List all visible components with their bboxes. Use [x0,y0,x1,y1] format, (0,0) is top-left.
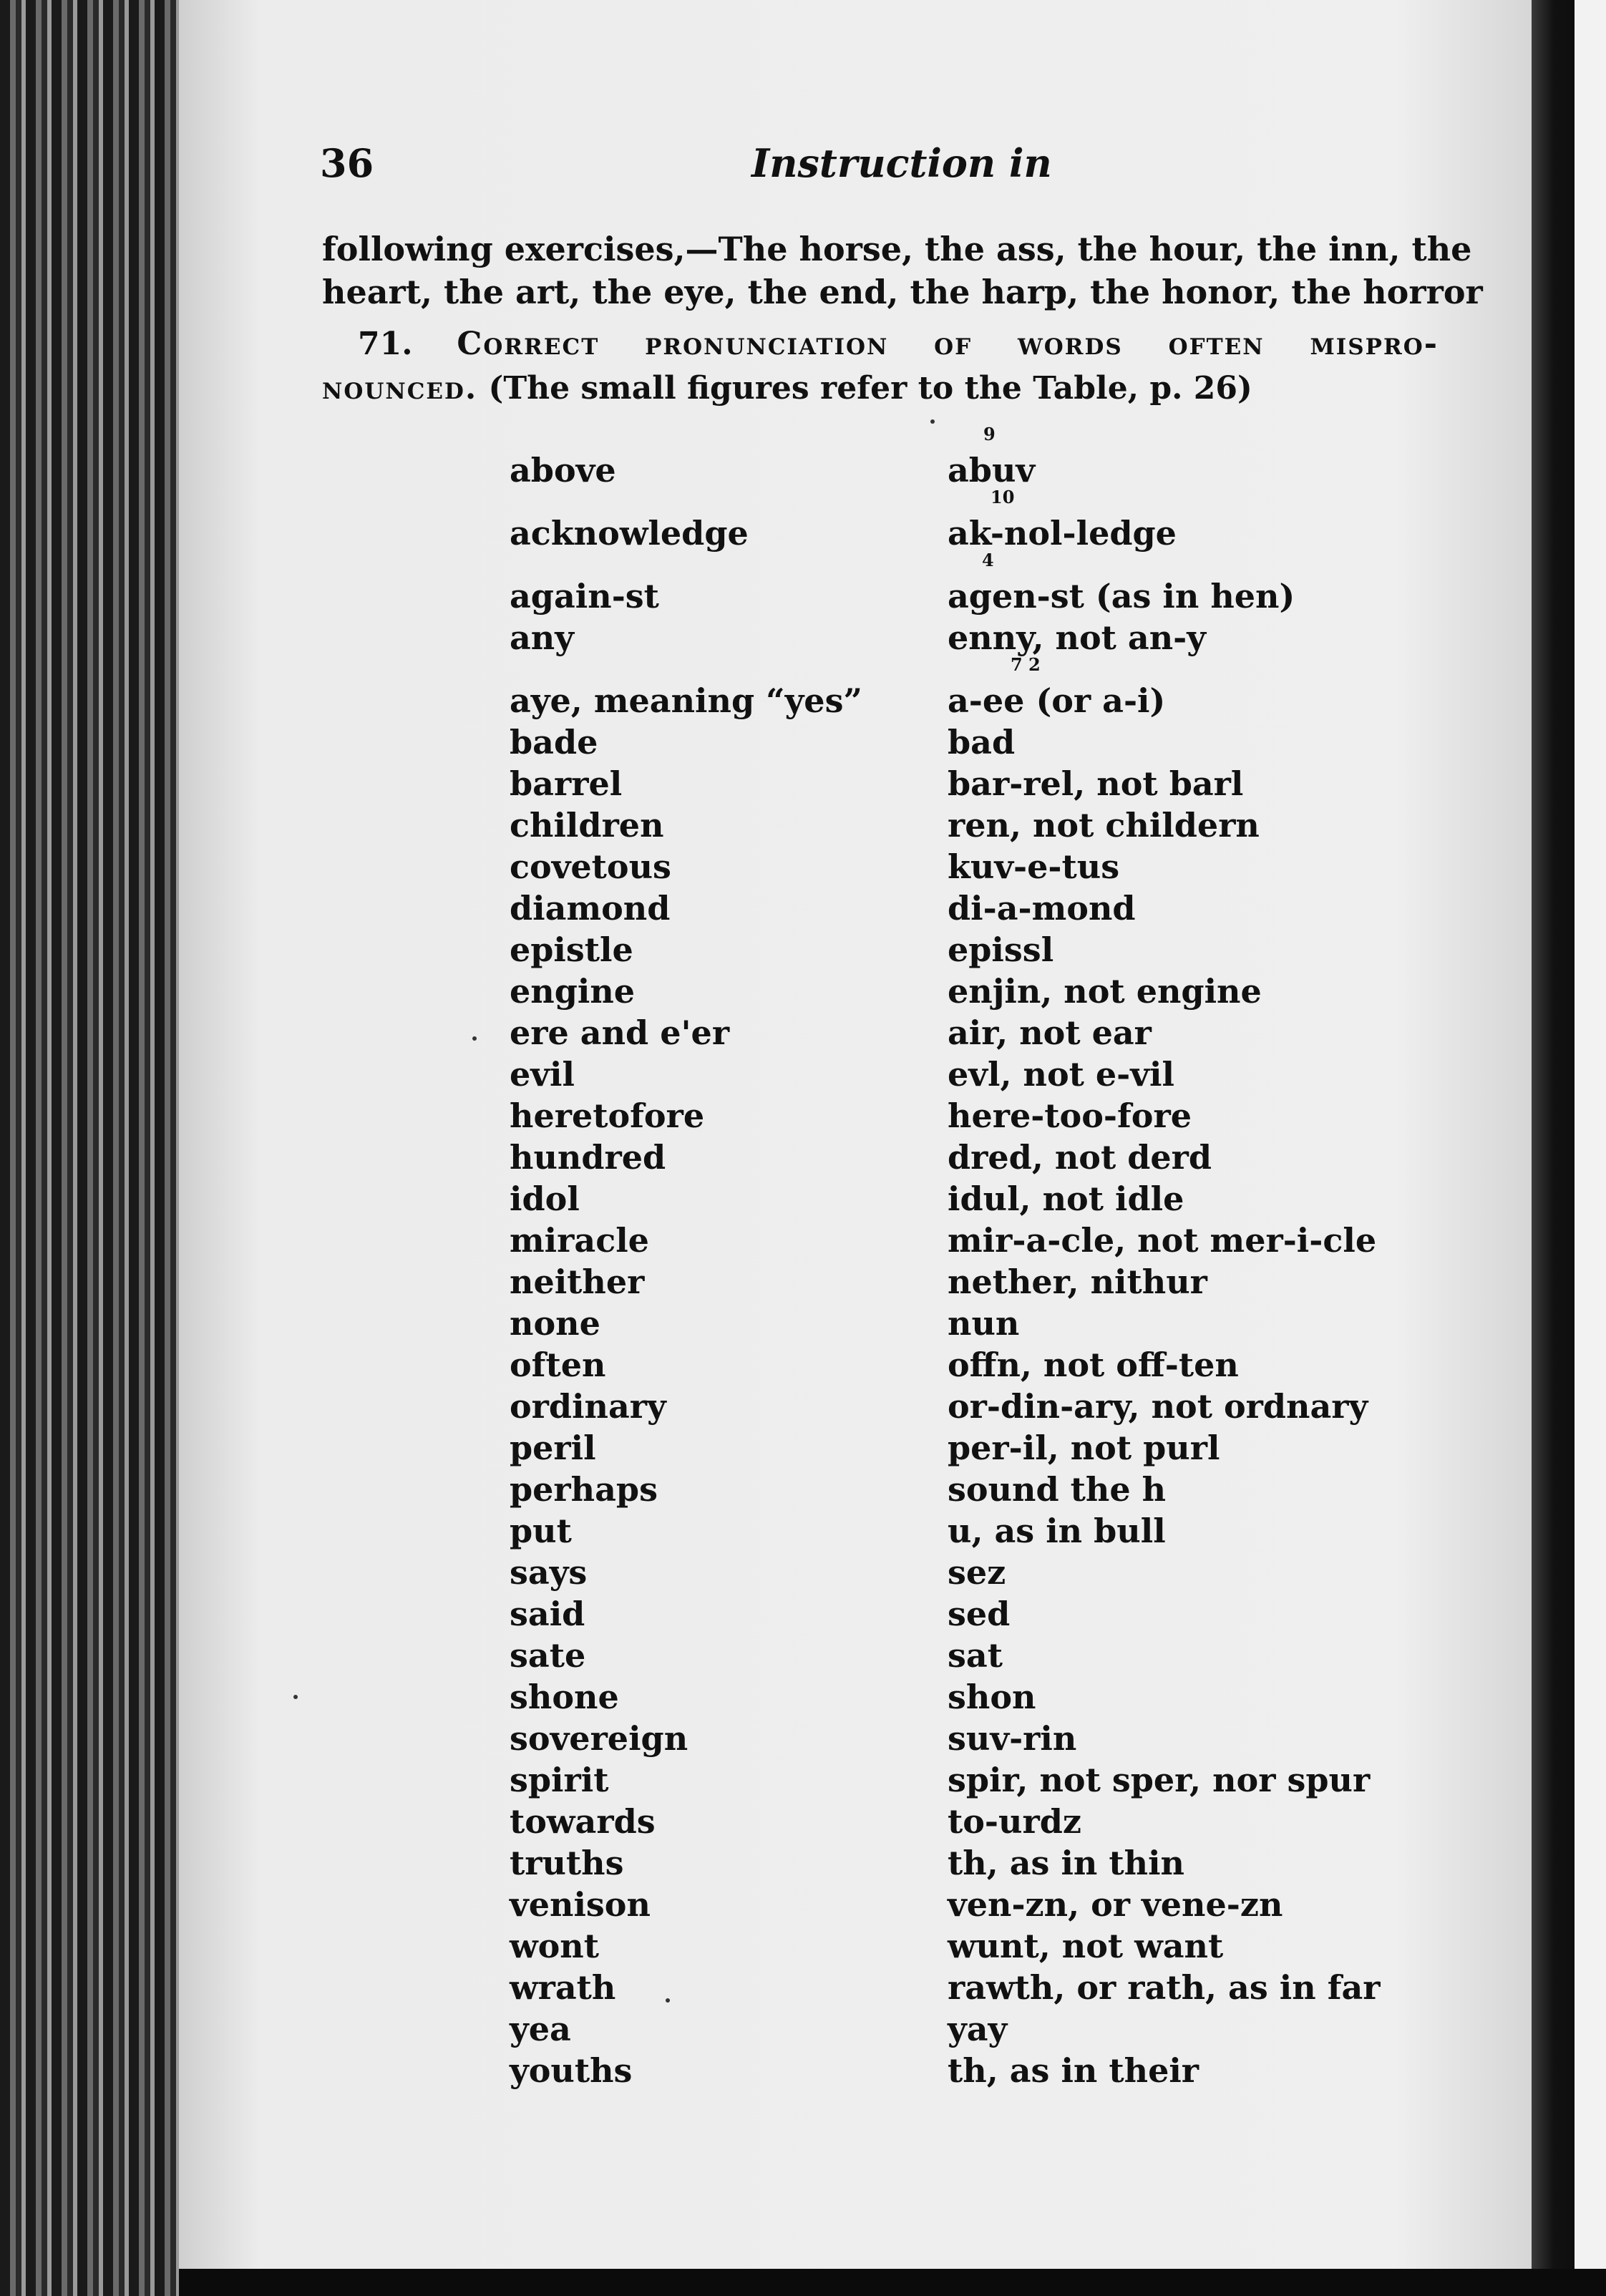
facing-page-edge [1575,0,1606,2296]
entry-word: children [510,806,664,845]
intro-line: following exercises,—The horse, the ass, the hour, the inn, the [322,230,1472,268]
entry-pronunciation: sound the h [948,1470,1167,1509]
entry-word: barrel [510,764,623,803]
entry-pronunciation: offn, not off-ten [948,1346,1239,1384]
entry-pronunciation: ven-zn, or vene-zn [948,1885,1283,1924]
entry-word: aye, meaning “yes” [510,681,862,720]
list-item [510,806,1440,847]
entry-pronunciation: kuv-e-tus [948,847,1120,886]
list-item [510,1346,1440,1387]
entry-pronunciation: abuv [948,451,1036,490]
entry-pronunciation: th, as in thin [948,1844,1184,1882]
entry-word: youths [510,2051,633,2090]
entry-pronunciation: ak-nol-ledge [948,514,1177,553]
entry-pronunciation: sed [948,1595,1011,1633]
section-title: Correct pronunciation of words often mispro- [457,326,1439,362]
list-item [510,764,1440,806]
list-item [510,1429,1440,1470]
entry-pronunciation: wunt, not want [948,1927,1224,1965]
entry-pronunciation: th, as in their [948,2051,1199,2090]
table-reference-figure: 7 2 [1011,654,1041,675]
entry-pronunciation: nun [948,1304,1020,1343]
entry-pronunciation: to-urdz [948,1802,1081,1841]
entry-pronunciation: bar-rel, not barl [948,764,1244,803]
table-reference-figure: 4 [982,550,994,570]
list-item [510,1927,1440,1968]
pronunciation-list [510,424,1440,2093]
entry-pronunciation: bad [948,723,1016,762]
entry-word: epistle [510,930,633,969]
entry-word: acknowledge [510,514,749,553]
entry-word: yea [510,2010,571,2048]
entry-pronunciation: enny, not an-y [948,618,1206,657]
entry-word: idol [510,1179,580,1218]
entry-pronunciation: here-too-fore [948,1096,1192,1135]
entry-pronunciation: yay [948,2010,1008,2048]
list-item [510,1470,1440,1512]
intro-line: heart, the art, the eye, the end, the harp, the honor, the horror [322,273,1483,311]
running-head: Instruction in [751,140,1052,186]
entry-pronunciation: sez [948,1553,1006,1592]
list-item [510,2051,1440,2093]
list-item [510,1802,1440,1844]
section-number: 71. [358,326,413,362]
list-item [510,1968,1440,2010]
table-reference-figure: 9 [983,424,996,444]
list-item [510,1179,1440,1221]
entry-pronunciation: epissl [948,930,1054,969]
list-item [510,1096,1440,1138]
list-item [510,424,1440,492]
entry-word: often [510,1346,606,1384]
list-item [510,1678,1440,1719]
entry-pronunciation: sat [948,1636,1003,1675]
entry-pronunciation: enjin, not engine [948,972,1262,1011]
list-item [510,1138,1440,1179]
entry-pronunciation: per-il, not purl [948,1429,1220,1467]
entry-word: says [510,1553,588,1592]
page-number: 36 [320,140,374,186]
entry-pronunciation: a-ee (or a-i) [948,681,1166,720]
list-item [510,1885,1440,1927]
entry-word: covetous [510,847,671,886]
section-heading-line [322,322,1439,366]
list-item [510,847,1440,889]
list-item [510,1553,1440,1595]
entry-word: again-st [510,577,659,616]
intro-paragraph [322,228,1483,313]
list-item [510,1844,1440,1885]
table-reference-figure: 10 [991,487,1015,507]
list-item [510,654,1440,723]
entry-pronunciation: or-din-ary, not ordnary [948,1387,1368,1426]
list-item [510,1304,1440,1346]
list-item [510,1013,1440,1055]
entry-pronunciation: u, as in bull [948,1512,1166,1550]
entry-pronunciation: ren, not childern [948,806,1260,845]
entry-word: put [510,1512,572,1550]
entry-pronunciation: evl, not e-vil [948,1055,1174,1094]
entry-word: diamond [510,889,671,928]
entry-word: above [510,451,616,490]
entry-word: hundred [510,1138,666,1177]
entry-pronunciation: idul, not idle [948,1179,1184,1218]
list-item [510,1055,1440,1096]
entry-word: peril [510,1429,596,1467]
entry-word: wrath [510,1968,616,2007]
entry-word: miracle [510,1221,649,1260]
section-title-end: nounced. [322,370,478,407]
list-item [510,889,1440,930]
entry-word: ordinary [510,1387,666,1426]
list-item [510,1761,1440,1802]
entry-pronunciation: rawth, or rath, as in far [948,1968,1381,2007]
entry-word: any [510,618,574,657]
entry-pronunciation: nether, nithur [948,1263,1207,1301]
entry-word: truths [510,1844,624,1882]
entry-word: none [510,1304,600,1343]
entry-word: heretofore [510,1096,705,1135]
entry-pronunciation: di-a-mond [948,889,1136,928]
list-item [510,1387,1440,1429]
entry-word: sovereign [510,1719,688,1758]
entry-word: evil [510,1055,575,1094]
entry-word: ere and e'er [510,1013,730,1052]
list-item [510,2010,1440,2051]
entry-word: engine [510,972,636,1011]
list-item [510,1221,1440,1263]
list-item [510,550,1440,618]
list-item [510,487,1440,555]
list-item [510,1719,1440,1761]
entry-word: spirit [510,1761,609,1799]
list-item [510,930,1440,972]
section-heading [322,322,1439,411]
entry-word: wont [510,1927,599,1965]
entry-word: sate [510,1636,586,1675]
list-item [510,618,1440,660]
entry-word: said [510,1595,585,1633]
entry-word: towards [510,1802,656,1841]
list-item [510,1512,1440,1553]
entry-pronunciation: spir, not sper, nor spur [948,1761,1371,1799]
section-heading-line [322,366,1439,411]
list-item [510,972,1440,1013]
entry-pronunciation: suv-rin [948,1719,1077,1758]
entry-word: bade [510,723,598,762]
entry-pronunciation: air, not ear [948,1013,1152,1052]
book-binding [0,0,179,2296]
entry-word: perhaps [510,1470,658,1509]
section-note: (The small figures refer to the Table, p. 26) [488,370,1252,407]
entry-word: neither [510,1263,645,1301]
entry-pronunciation: dred, not derd [948,1138,1212,1177]
bottom-shadow [179,2269,1606,2296]
list-item [510,1263,1440,1304]
entry-pronunciation: mir-a-cle, not mer-i-cle [948,1221,1377,1260]
list-item [510,1636,1440,1678]
entry-word: venison [510,1885,651,1924]
list-item [510,723,1440,764]
entry-pronunciation: agen-st (as in hen) [948,577,1295,616]
entry-word: shone [510,1678,619,1716]
entry-pronunciation: shon [948,1678,1036,1716]
list-item [510,1595,1440,1636]
